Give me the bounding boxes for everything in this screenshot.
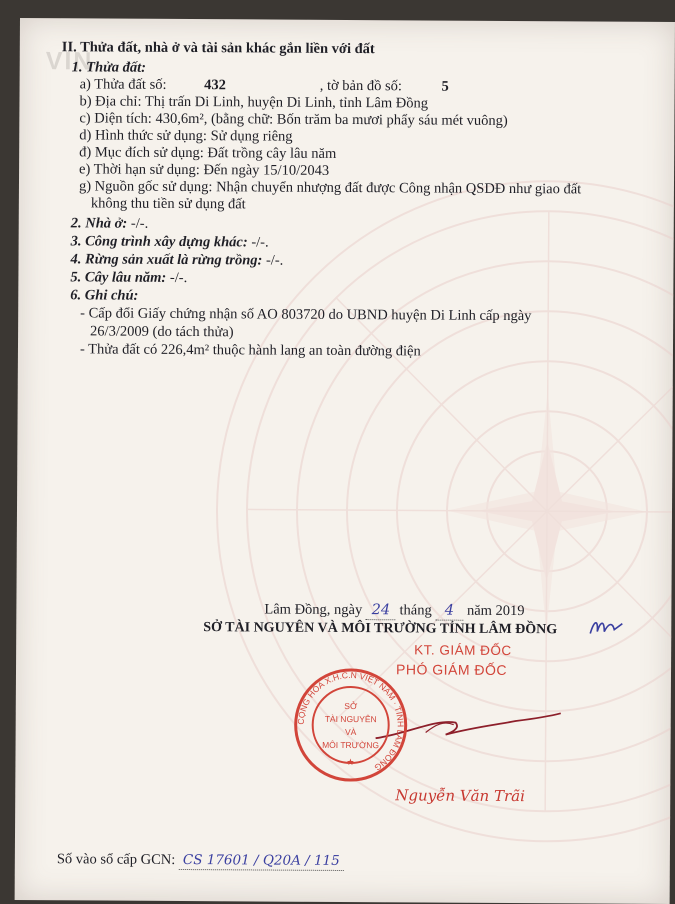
seal-line-3: VÀ — [344, 726, 357, 738]
date-place: Lâm Đồng, ngày — [264, 601, 363, 619]
map-number: 5 — [441, 78, 449, 95]
date-year: năm 2019 — [466, 602, 525, 620]
certificate-page — [15, 18, 675, 904]
item2 — [71, 214, 149, 232]
note1-line2: 26/3/2009 (do tách thửa) — [90, 323, 234, 341]
area: c) Diện tích: 430,6m², (bằng chữ: Bốn trăm ba mươi phẩy sáu mét vuông) — [79, 110, 508, 129]
term: e) Thời hạn sử dụng: Đến ngày 15/10/2043 — [79, 161, 330, 179]
signing-date — [264, 601, 524, 622]
seal-line-1: SỞ — [344, 700, 358, 712]
address: b) Địa chỉ: Thị trấn Di Linh, huyện Di Linh, tỉnh Lâm Đồng — [79, 93, 429, 112]
purpose: đ) Mục đích sử dụng: Đất trồng cây lâu năm — [79, 144, 337, 162]
origin-line2: không thu tiền sử dụng đất — [90, 195, 246, 213]
registry-line — [57, 850, 344, 871]
note1-line1: - Cấp đổi Giấy chứng nhận số AO 803720 do UBND huyện Di Linh cấp ngày — [80, 305, 532, 325]
item5-value: -/-. — [169, 269, 188, 287]
item6-heading: 6. Ghi chú: — [70, 287, 139, 304]
item2-value: -/-. — [130, 215, 149, 232]
use-form: d) Hình thức sử dụng: Sử dụng riêng — [79, 127, 293, 145]
seal-line-4: MÔI TRƯỜNG — [322, 739, 380, 751]
date-month-label: tháng — [399, 602, 432, 619]
item3-value: -/-. — [251, 234, 269, 251]
seal-ring-text: CỘNG HÒA X.H.C.N VIỆT NAM · TỈNH LÂM ĐỒNG — [295, 669, 406, 773]
item4-heading: 4. Rừng sản xuất là rừng trồng: — [70, 251, 263, 269]
item5-heading: 5. Cây lâu năm: — [70, 269, 167, 286]
parcel-number: 432 — [204, 77, 226, 94]
item3 — [71, 232, 269, 251]
parcel-label: a) Thửa đất số: — [79, 76, 167, 93]
watermark: VIN — [45, 47, 94, 76]
deputy-director: PHÓ GIÁM ĐỐC — [395, 661, 508, 678]
star-icon: ★ — [346, 758, 355, 769]
item4-value: -/-. — [265, 252, 284, 269]
official-seal — [290, 665, 411, 786]
registry-number: CS 17601 / Q20A / 115 — [179, 851, 344, 871]
seal-line-2: TÀI NGUYÊN — [324, 713, 377, 725]
kt-director: KT. GIÁM ĐỐC — [414, 642, 512, 659]
origin-line1: g) Nguồn gốc sử dụng: Nhận chuyển nhượng đất được Công nhận QSDĐ như giao đất — [78, 178, 582, 198]
signer-name: Nguyễn Văn Trãi — [395, 786, 525, 806]
item2-heading: 2. Nhà ở: — [70, 215, 128, 232]
section-title: II. Thửa đất, nhà ở và tài sản khác gắn liền với đất — [61, 39, 375, 58]
date-day: 24 — [366, 601, 396, 620]
item3-heading: 3. Công trình xây dựng khác: — [70, 233, 248, 251]
item1-heading: 1. Thửa đất: — [71, 59, 147, 76]
note2: - Thửa đất có 226,4m² thuộc hành lang an toàn đường điện — [79, 341, 421, 360]
registry-label: Số vào sổ cấp GCN: — [56, 851, 176, 868]
item5 — [70, 268, 187, 287]
map-label: , tờ bản đồ số: — [319, 77, 402, 95]
agency-name: SỞ TÀI NGUYÊN VÀ MÔI TRƯỜNG TỈNH LÂM ĐỒNG — [203, 620, 558, 638]
date-month: 4 — [435, 602, 463, 621]
item4 — [70, 250, 283, 269]
initial-mark — [588, 615, 624, 639]
